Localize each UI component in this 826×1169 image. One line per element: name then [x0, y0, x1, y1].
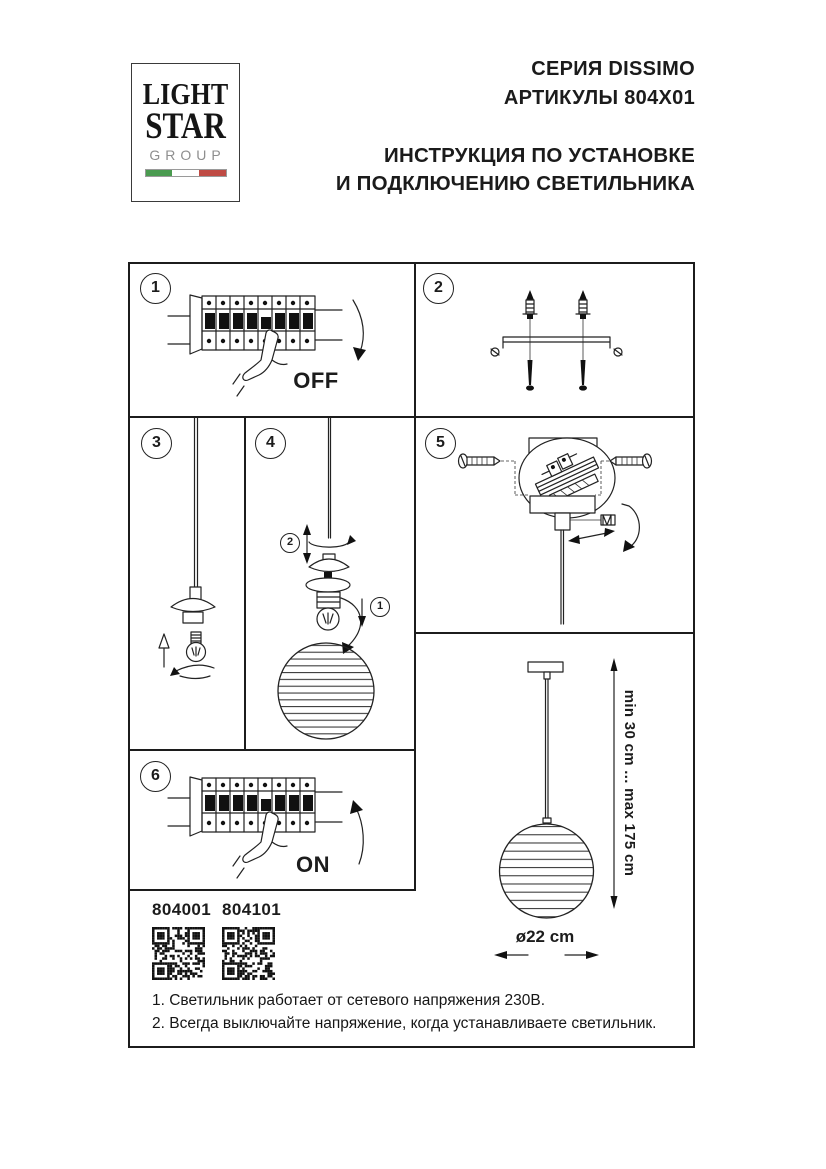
callout-1: 1 [370, 597, 390, 617]
callout-2: 2 [280, 533, 300, 553]
logo-group: GROUP [149, 147, 226, 163]
screw-icon [526, 360, 587, 391]
safety-notes [152, 990, 682, 1035]
rotation-arrow-icon [622, 504, 639, 552]
step4-assembly-drawing [246, 418, 414, 749]
articles-title: АРТИКУЛЫ 804X01 [503, 87, 695, 109]
diameter-label: ø22 cm [515, 927, 575, 946]
flag-green [146, 170, 173, 176]
flag-red [199, 170, 226, 176]
qr-code [222, 927, 275, 980]
canopy-icon [530, 496, 595, 513]
step3-bulb-install-drawing [130, 418, 244, 749]
product-804001 [152, 900, 210, 980]
rotate-arrow-icon [309, 535, 356, 547]
divider-vertical-main [414, 262, 416, 890]
border-right [693, 262, 695, 1048]
breaker-toggles [205, 313, 313, 329]
article-number: 804101 [222, 900, 282, 919]
upper-disc-icon [309, 559, 349, 572]
header-text-block [336, 58, 695, 197]
logo-light: LIGHT [142, 76, 229, 111]
step2-mounting-hardware-drawing [417, 264, 693, 416]
step-3-number: 3 [141, 428, 172, 459]
border-bottom [128, 1046, 695, 1048]
step-5-number: 5 [425, 428, 456, 459]
up-down-arrow-icon [303, 524, 311, 564]
step6-circuit-breaker-drawing [130, 752, 414, 889]
shade-saucer-icon [171, 599, 215, 612]
instruction-title-line1: ИНСТРУКЦИЯ ПО УСТАНОВКЕ [384, 144, 695, 167]
mounting-bracket-icon [491, 337, 622, 356]
lower-disc-icon [306, 578, 350, 592]
light-bulb-icon [187, 632, 206, 662]
step1-circuit-breaker-drawing [130, 264, 414, 416]
suspension-range-label: min 30 cm ... max 175 cm [621, 689, 638, 877]
note-1: 1. Светильник работает от сетевого напряжения 230В. [152, 992, 546, 1009]
dimension-drawing [417, 634, 693, 1046]
italian-flag-stripe [145, 169, 227, 177]
striped-globe-icon [500, 824, 594, 918]
step-2-number: 2 [423, 273, 454, 304]
step5-canopy-mount-drawing [417, 418, 693, 632]
off-label: OFF [293, 368, 339, 393]
step-4-number: 4 [255, 428, 286, 459]
wall-anchor-icon [523, 290, 590, 319]
divider-step6-bottom [128, 889, 416, 891]
logo-star: STAR [145, 106, 226, 147]
flag-white [172, 170, 199, 176]
lightstar-logo [131, 63, 240, 202]
series-title: СЕРИЯ DISSIMO [531, 58, 695, 80]
screw-icon-left [459, 454, 501, 468]
adjust-arrow-icon [568, 528, 615, 544]
height-dimension-arrow [611, 658, 618, 909]
on-label: ON [296, 852, 330, 877]
turn-off-arrow-icon [353, 300, 366, 361]
article-number: 804001 [152, 900, 212, 919]
instruction-figure [128, 262, 695, 1048]
breaker-toggles [205, 795, 313, 811]
step-6-number: 6 [140, 761, 171, 792]
insert-arrow-icon [159, 634, 169, 667]
striped-globe-icon [278, 643, 374, 739]
diameter-dimension-arrow [494, 951, 599, 959]
qr-code [152, 927, 205, 980]
instruction-title [336, 142, 695, 197]
screw-in-rotation-icon [170, 665, 214, 678]
instruction-title-line2: И ПОДКЛЮЧЕНИЮ СВЕТИЛЬНИКА [335, 171, 695, 195]
ceiling-plate-icon [528, 662, 563, 672]
light-bulb-icon [317, 608, 339, 630]
product-804101 [222, 900, 280, 980]
note-2: 2. Всегда выключайте напряжение, когда устанавливаете светильник. [152, 1014, 657, 1032]
divider-step34-bottom [128, 749, 416, 751]
screw-icon-right [610, 454, 652, 468]
turn-on-arrow-icon [350, 800, 363, 864]
attach-globe-arrow-icon [341, 598, 361, 654]
step-1-number: 1 [140, 273, 171, 304]
